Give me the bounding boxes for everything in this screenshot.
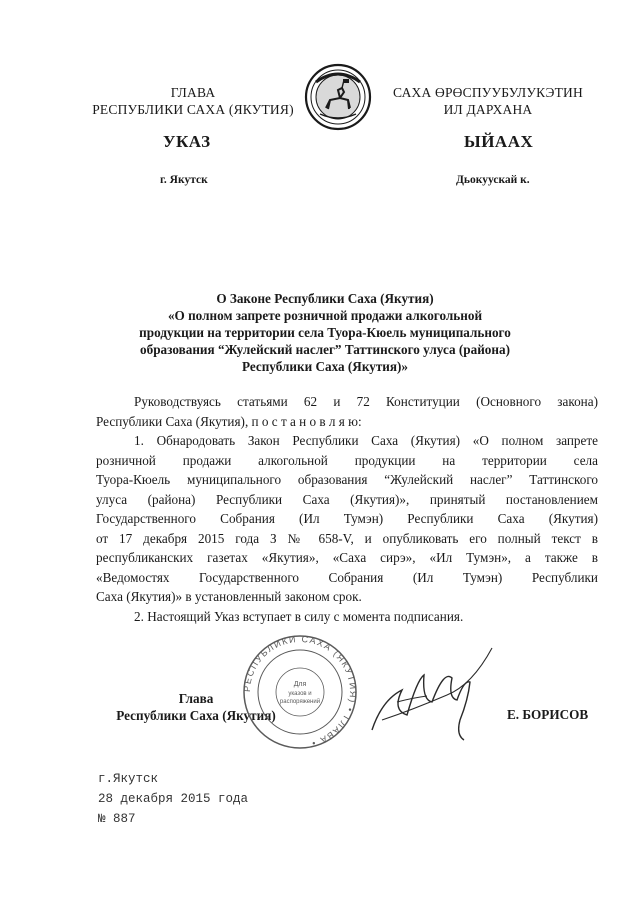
stamp-outer-text: РЕСПУБЛИКИ САХА (ЯКУТИЯ) • ГЛАВА • <box>241 633 359 749</box>
body-line: Республики Саха (Якутия), п о с т а н о в л я ю: <box>96 413 362 429</box>
header-left-line1: ГЛАВА <box>170 85 216 100</box>
document-body <box>96 392 598 626</box>
body-line: улуса (района) Республики Саха (Якутия)», принятый постановлением <box>96 491 598 507</box>
footer-number: № 887 <box>98 812 136 826</box>
title-ukaz: УКАЗ <box>163 132 211 151</box>
coat-of-arms-emblem <box>304 62 372 132</box>
body-line: розничной продажи алкогольной продукции на территории села <box>96 452 598 468</box>
body-line: Государственного Собрания (Ил Тумэн) Республики Саха (Якутия) <box>96 511 598 526</box>
signatory-name: Е. БОРИСОВ <box>507 707 589 722</box>
stamp-inner-text-1: Для <box>293 681 307 688</box>
handwritten-signature <box>352 640 502 750</box>
subject-line: образования “Жулейский наслег” Таттинского улуса (района) <box>140 342 510 357</box>
header-left <box>88 84 298 118</box>
body-line: республиканских газетах «Якутия», «Саха сирэ», «Ил Тумэн», а также в <box>96 550 598 565</box>
body-line: Туора-Кюель муниципального образования “Жулейский наслег” Таттинского <box>96 472 598 487</box>
footer-date: 28 декабря 2015 года <box>98 792 249 806</box>
city-right: Дьокуускай к. <box>456 174 530 186</box>
body-line: Саха (Якутия)» в установленный законом срок. <box>96 589 362 604</box>
signature-title-line1: Глава <box>178 691 214 706</box>
document-subject <box>110 290 540 375</box>
header-right-line2: ИЛ ДАРХАНА <box>443 102 533 117</box>
subject-line: О Законе Республики Саха (Якутия) <box>216 291 434 306</box>
city-left: г. Якутск <box>160 174 208 186</box>
body-line: 1. Обнародовать Закон Республики Саха (Якутия) «О полном запрете <box>134 433 598 448</box>
footer-city: г.Якутск <box>98 772 159 786</box>
subject-line: «О полном запрете розничной продажи алкогольной <box>167 308 483 323</box>
stamp-inner-text-3: распоряжений <box>279 699 321 705</box>
body-line: Руководствуясь статьями 62 и 72 Конституции (Основного закона) <box>134 394 598 409</box>
official-seal-stamp <box>240 632 360 752</box>
title-yyaakh: ЫЙААХ <box>464 132 534 151</box>
intro-paragraph <box>96 392 598 431</box>
item-2-paragraph <box>96 607 598 627</box>
header-right <box>378 84 598 118</box>
subject-line: продукции на территории села Туора-Кюель муниципального <box>139 325 511 340</box>
stamp-inner-text-2: указов и <box>288 691 312 697</box>
subject-line: Республики Саха (Якутия)» <box>241 359 409 374</box>
body-line: от 17 декабря 2015 года З № 658-V, и опубликовать его полный текст в <box>96 530 598 546</box>
body-line: «Ведомостях Государственного Собрания (Ил Тумэн) Республики <box>96 569 598 585</box>
body-line: 2. Настоящий Указ вступает в силу с момента подписания. <box>134 608 464 624</box>
header-right-line1: САХА ӨРӨСПУУБУЛУКЭТИН <box>393 85 583 100</box>
signature-title-line2: Республики Саха (Якутия) <box>116 708 276 723</box>
item-1-paragraph <box>96 431 598 607</box>
footer-block <box>98 770 248 828</box>
header-left-line2: РЕСПУБЛИКИ САХА (ЯКУТИЯ) <box>92 102 294 117</box>
